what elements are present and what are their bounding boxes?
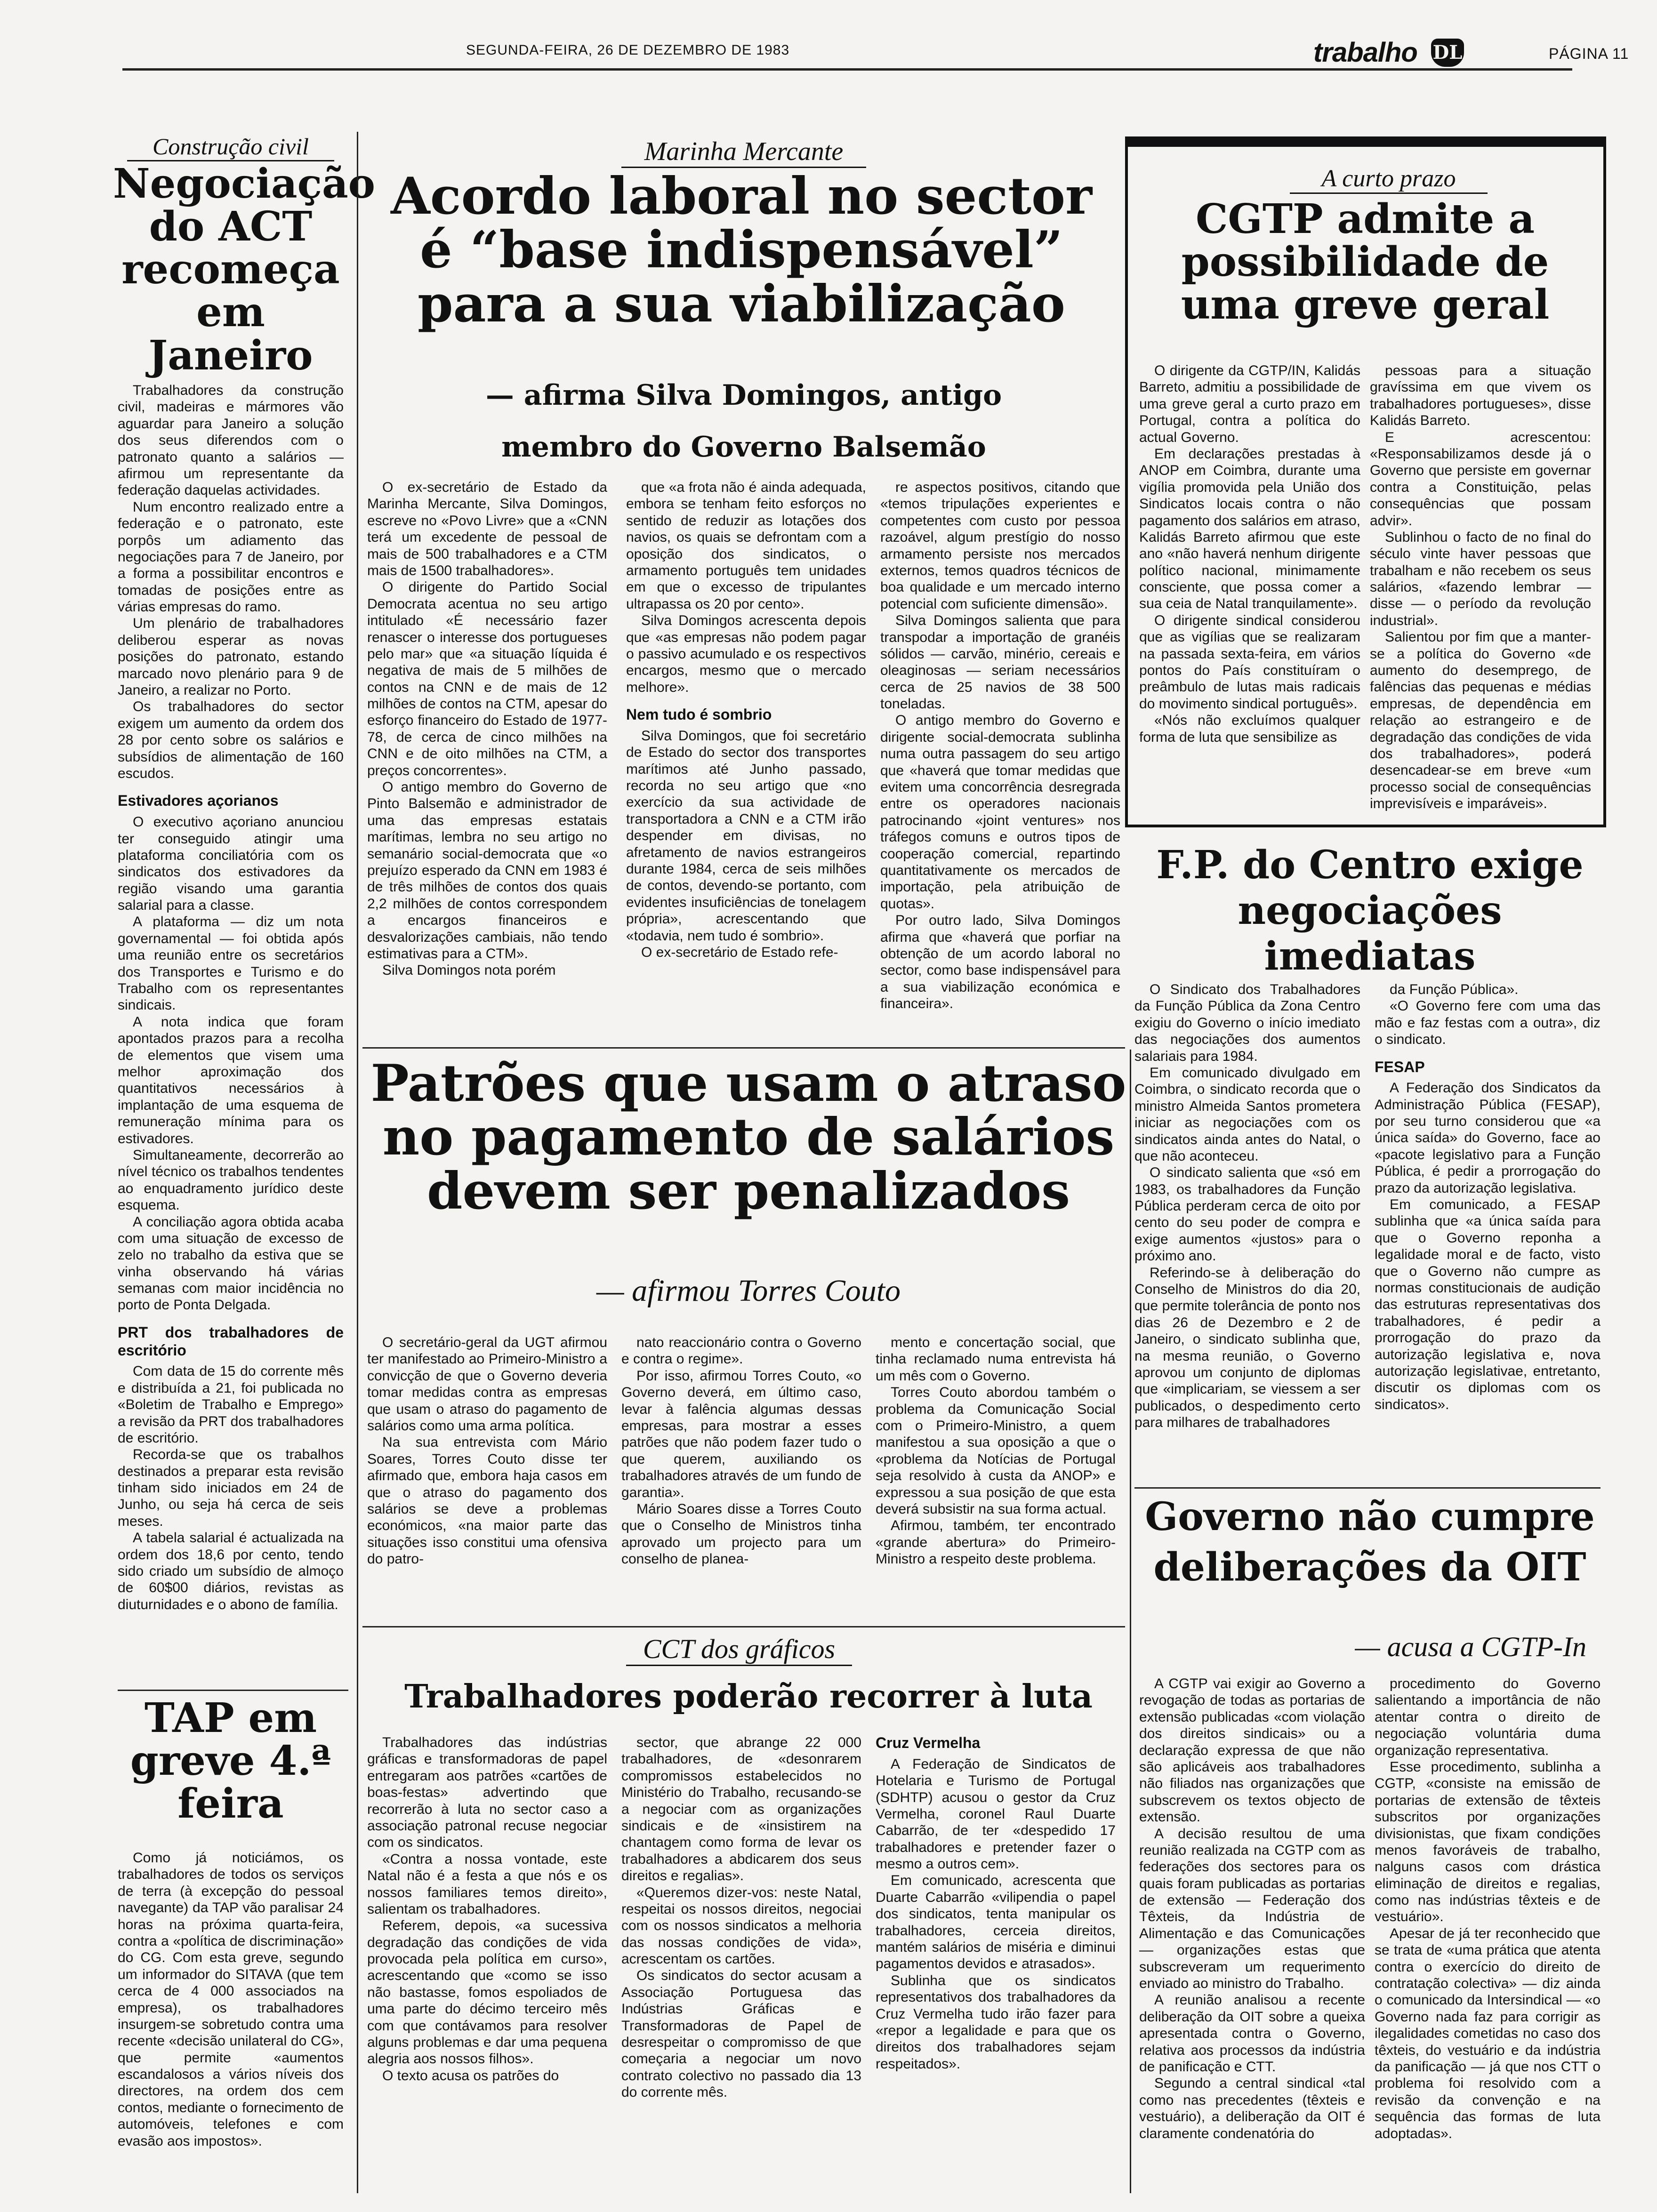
article-cgtp-col1 [1139,362,1360,802]
paragraph: Um plenário de trabalhadores deliberou esperar as novas posições do patronato, estando marcado novo plenário para 9 de Janeiro, a realizar no Porto. [118,616,344,698]
paragraph: Com data de 15 do corrente mês e distribuída a 21, foi publicada no «Boletim de Trabalho e Emprego» a revisão da PRT dos trabalhadores de escritório. [118,1363,344,1446]
divider [362,1626,1125,1627]
paragraph: O executivo açoriano anunciou ter conseguido atingir uma plataforma conciliatória com os sindicatos dos estivadores da região visando uma garantia salarial para a classe. [118,814,344,914]
paragraph: Sublinha que os sindicatos representativos dos trabalhadores da Cruz Vermelha tudo irão fazer para «repor a legalidade e para que os direitos dos trabalhadores sejam respeitados». [876,1972,1116,2072]
paragraph: Em comunicado, acrescenta que Duarte Cabarrão «vilipendia o papel dos sindicatos, tenta manipular os trabalhadores, cerceia direitos, mantém salários de miséria e diminui pagamentos devidos e atrasados». [876,1873,1116,1972]
subheading-nem-tudo: Nem tudo é sombrio [626,706,772,723]
article-marinha-col2 [626,479,866,1030]
paragraph: O ex-secretário de Estado da Marinha Mercante, Silva Domingos, escreve no «Povo Livre» que a «CNN terá um excedente de pessoal de mais de 500 trabalhadores e a CTM mais de 1500 trabalhadores». [367,480,607,578]
paragraph: A Federação dos Sindicatos da Administração Pública (FESAP), por seu turno considerou que «a única saída» do Governo, face ao «pacote legislativo para a Função Pública, é pedir a prorrogação do prazo da autorização legislativa. [1375,1080,1601,1196]
headline-marinha: Acordo laboral no sector é “base indispensável” para a sua viabilização [391,167,1092,334]
headline-act: Negociação do ACT recomeça em Janeiro [113,160,376,379]
rubric-cgtp: A curto prazo [1290,165,1488,194]
paragraph: Referindo-se à deliberação do Conselho de Ministros do dia 20, que permite tolerância de ponto nos dias 26 de Dezembro e 2 de Janeiro, o sindicato sublinha que, na mesma reunião, o Governo aprovou um conjunto de diplomas que «implicariam, se viessem a ser publicados, o despedimento certo para milhares de trabalhadores [1134,1265,1360,1431]
paragraph: Por outro lado, Silva Domingos afirma que «haverá que porfiar na obtenção de um acordo laboral no sector, como base indispensável para a sua viabilização económica e financeira». [880,913,1120,1012]
paragraph: sector, que abrange 22 000 trabalhadores, de «desonrarem compromissos estabelecidos no Ministério do Trabalho, recusando-se a negociar com as organizações sindicais e de «insistirem na chantagem como forma de levar os trabalhadores a abdicarem dos seus direitos e regalias». [621,1735,861,1884]
header-rule [122,68,1572,71]
page-number: PÁGINA 11 [1549,45,1629,62]
article-fp-col2 [1375,981,1601,1480]
paragraph: que «a frota não é ainda adequada, embora se tenham feito esforços no sentido de reduzir as lotações dos navios, os quais se defrontam com a oposição dos sindicatos, o armamento português tem unidades em que o excesso de tripulantes ultrapassa os 20 por cento». [626,480,866,612]
paragraph: «O Governo fere com uma das mão e faz festas com a outra», diz o sindicato. [1375,998,1601,1048]
paragraph: Silva Domingos acrescenta depois que «as empresas não podem pagar o passivo acumulado e os respectivos encargos, mesmo que o mercado melhore». [626,613,866,695]
paragraph: A reunião analisou a recente deliberação da OIT sobre a queixa apresentada contra o Governo, relativa aos processos da indústria de panificação e CTT. [1139,1992,1365,2075]
paragraph: A conciliação agora obtida acaba com uma situação de excesso de zelo no trabalho da estiva que se vinha observando há várias semanas com maior incidência no porto de Ponta Delgada. [118,1214,344,1313]
article-graficos-col2 [621,1734,861,2196]
article-oit-col1 [1139,1675,1365,2193]
paragraph: Segundo a central sindical «tal como nas precedentes (têxteis e vestuário), a deliberação da OIT é claramente condenatória do [1139,2076,1365,2141]
article-graficos-col3 [876,1734,1116,2196]
article-tap-body [118,1850,344,2188]
headline-oit: Governo não cumpre deliberações da OIT [1145,1494,1595,1590]
rubric-construcao: Construção civil [127,133,334,161]
paragraph: Apesar de já ter reconhecido que se trata de «uma prática que atenta contra o exercício do direito de contratação colectiva» — diz ainda o comunicado da Intersindical — «o Governo nada faz para corrigir as ilegalidades cometidas no caso dos têxteis, do vestuário e da indústria da panificação — já que nos CTT o problema foi resolvido com a revisão da convenção e na sequência das formas de luta adoptadas». [1375,1925,1601,2141]
paragraph: Os sindicatos do sector acusam a Associação Portuguesa das Indústrias Gráficas e Transformadoras de Papel de desrespeitar o compromisso de que começaria a negociar um novo contrato colectivo no passado dia 13 do corrente mês. [621,1968,861,2100]
paragraph: Como já noticiámos, os trabalhadores de todos os serviços de terra (à excepção do pessoal navegante) da TAP vão paralisar 24 horas na próxima quarta-feira, contra a «política de discriminação» do CG. Com esta greve, segundo um informador do SITAVA (que tem cerca de 4 000 associados na empresa), os trabalhadores insurgem-se sobretudo contra uma recente «decisão unilateral do CG», que permite «aumentos escandalosos a vários níveis dos directores, na ordem dos cem contos, mediante o fornecimento de automóveis, telefones e com evasão aos impostos». [118,1850,344,2149]
paragraph: «Nós não excluímos qualquer forma de luta que sensibilize as [1139,713,1360,745]
paragraph: E acrescentou: «Responsabilizamos desde já o Governo que persiste em governar contra a Constituição, pelas consequências que possam advir». [1370,429,1591,529]
paragraph: A CGTP vai exigir ao Governo a revogação de todas as portarias de extensão publicadas «com violação dos direitos sindicais» ou a declaração expressa de que não são aplicáveis aos trabalhadores não filiados nas organizações que subscrevem os textos objecto de extensão. [1139,1676,1365,1825]
article-cgtp-col2 [1370,362,1591,812]
paragraph: Trabalhadores da construção civil, madeiras e mármores vão aguardar para Janeiro a solução dos seus diferendos com o patronato quanto a salários — afirmou um representante da federação daquelas actividades. [118,383,344,498]
headline-patroes: Patrões que usam o atraso no pagamento de salários devem ser penalizados [370,1054,1126,1221]
divider [1134,1487,1601,1489]
article-patroes-col2 [621,1334,861,1626]
newspaper-logo-icon: DL [1431,39,1464,67]
paragraph: O secretário-geral da UGT afirmou ter manifestado ao Primeiro-Ministro a convicção de que o Governo deveria tomar medidas contra as empresas que usam o atraso do pagamento de salários como uma arma política. [367,1335,607,1434]
paragraph: Esse procedimento, sublinha a CGTP, «consiste na emissão de portarias de extensão de têxteis subscritos por organizações divisionistas, que fixam condições menos favoráveis de trabalho, nalguns casos com drástica eliminação de direitos e regalias, como nas indústrias têxteis e de vestuário». [1375,1759,1601,1925]
paragraph: Em comunicado, a FESAP sublinha que «a única saída para que o Governo reponha a legalidade moral e de facto, visto que o Governo não cumpre as normas constitucionais de audição das estruturas representativas dos trabalhadores, é pedir a prorrogação do prazo da autorização legislativa e, nova autorização legislativae, entretanto, discutir os diplomas com os sindicatos». [1375,1197,1601,1412]
paragraph: «Queremos dizer-vos: neste Natal, respeitai os nossos direitos, negociai com os nossos sindicatos a melhoria das nossas condições de vida», acrescentam os cartões. [621,1884,861,1967]
headline-fp: F.P. do Centro exige negociações imediatas [1156,842,1584,979]
paragraph: Os trabalhadores do sector exigem um aumento da ordem dos 28 por cento sobre os salários e subsídios de alimentação de 160 escudos. [118,699,344,781]
paragraph: Trabalhadores das indústrias gráficas e transformadoras de papel entregaram aos patrões «cartões de boas-festas» advertindo que recorrerão à luta no sector caso a associação patronal recuse negociar com os sindicatos. [367,1735,607,1851]
paragraph: pessoas para a situação gravíssima em que vivem os trabalhadores portugueses», disse Kalidás Barreto. [1370,363,1591,429]
subheading-estivadores: Estivadores açorianos [118,792,279,809]
paragraph: O sindicato salienta que «só em 1983, os trabalhadores da Função Pública perderam cerca de oito por cento do seu poder de compra e exige aumentos «justos» para o próximo ano. [1134,1165,1360,1264]
article-graficos-col1 [367,1734,607,2196]
paragraph: O dirigente da CGTP/IN, Kalidás Barreto, admitiu a possibilidade de uma greve geral a curto prazo em Portugal, contra a política do actual Governo. [1139,363,1360,445]
paragraph: A plataforma — diz um nota governamental — foi obtida após uma reunião entre os secretários dos Transportes e Turismo e do Trabalho com os representantes sindicais. [118,914,344,1013]
paragraph: nato reaccionário contra o Governo e contra o regime». [621,1335,861,1367]
paragraph: procedimento do Governo salientando a importância de não atentar contra o direito de negociação voluntária duma organização representativa. [1375,1676,1601,1758]
paragraph: Na sua entrevista com Mário Soares, Torres Couto disse ter afirmado que, embora haja casos em que o atraso do pagamento dos salários se deve a problemas económicos, «na maior parte das situações isso constitui uma ofensiva do patro- [367,1435,607,1567]
subheading-fesap: FESAP [1375,1058,1425,1075]
article-act-paragraphs [118,382,344,782]
paragraph: Torres Couto abordou também o problema da Comunicação Social com o Primeiro-Ministro, a quem manifestou a sua oposição a que o «problema da Notícias de Portugal seja resolvido à custa da ANOP» e expressou a sua posição de que esta deverá subsistir na sua forma actual. [876,1385,1116,1517]
paragraph: O dirigente sindical considerou que as vigílias que se realizaram na passada sexta-feira, em vários pontos do País constituíram o preâmbulo de lutas mais radicais do movimento sindical português». [1139,612,1360,712]
headline-cgtp: CGTP admite a possibilidade de uma greve geral [1181,195,1550,329]
column-divider [1130,1050,1131,2193]
paragraph: Referem, depois, «a sucessiva degradação das condições de vida provocada pela política em curso», acrescentando que «como se isso não bastasse, fomos espoliados de uma parte do décimo terceiro mês com que contávamos para resolver alguns problemas e dar uma pequena alegria aos nossos filhos». [367,1918,607,2067]
article-oit-col2 [1375,1675,1601,2193]
paragraph: A tabela salarial é actualizada na ordem dos 18,6 por cento, tendo sido criado um subsídio de almoço de 60$00 diários, revistas as diuturnidades e o abono de família. [118,1530,344,1612]
paragraph: O ex-secretário de Estado refe- [641,944,838,960]
article-fp-col1 [1134,981,1360,1480]
header-date: SEGUNDA-FEIRA, 26 DE DEZEMBRO DE 1983 [466,42,790,58]
article-marinha-col1 [367,479,607,1030]
headline-tap: TAP em greve 4.ª feira [130,1694,331,1828]
subheadline-marinha-1: — afirma Silva Domingos, antigo [485,379,1002,412]
paragraph: O antigo membro do Governo de Pinto Balsemão e administrador de uma das empresas estatais marítimas, lembra no seu artigo no semanário social-democrata que «o prejuízo esperado da CNN em 1983 é de três milhões de contos dos quais 2,2 milhões de contos correspondem a encargos financeiros e desvalorizações cambiais, não tendo estimativas para a CTM». [367,779,607,962]
subheadline-marinha-2: membro do Governo Balsemão [501,431,986,464]
rubric-marinha: Marinha Mercante [621,136,866,168]
paragraph: re aspectos positivos, citando que «temos tripulações experientes e competentes com custo por pessoa razoável, algum prestígio do nosso armamento persiste nos mercados externos, temos quadros técnicos de boa qualidade e um mercado interno potencial com suficiente dimensão». [880,480,1120,612]
article-patroes-col3 [876,1334,1116,1626]
paragraph: Salientou por fim que a manter-se a política do Governo «de aumento do desemprego, de falências das pequenas e médias empresas, de dependência em relação ao estrangeiro e de degradação das condições de vida dos trabalhadores», poderá desencadear-se em breve «um processo social de consequências imprevisíveis e imparáveis». [1370,629,1591,812]
paragraph: Num encontro realizado entre a federação e o patronato, este porpôs um adiamento das negociações para 7 de Janeiro, por a forma a possibilitar encontros e tomadas de posições entre as várias empresas do ramo. [118,499,344,615]
paragraph: da Função Pública». [1390,982,1519,997]
newspaper-brand: trabalho [1313,37,1417,68]
subheadline-oit: — acusa a CGTP-In [1355,1631,1586,1662]
paragraph: Em comunicado divulgado em Coimbra, o sindicato recorda que o ministro Almeida Santos prometera iniciar as negociações com os sindicatos ainda antes do Natal, o que não aconteceu. [1134,1065,1360,1164]
paragraph: Em declarações prestadas à ANOP em Coimbra, durante uma vigília promovida pela União dos Sindicatos locais contra o não pagamento dos salários em atraso, Kalidás Barreto afirmou que este ano «não haverá nenhum dirigente político nacional, minimamente consciente, que possa comer a sua ceia de Natal tranquilamente». [1139,446,1360,612]
paragraph: Silva Domingos, que foi secretário de Estado do sector dos transportes marítimos até Junho passado, recorda no seu artigo que «no exercício da sua actividade de transportadora a CNN e a CTM irão despender em divisas, no afretamento de navios estrangeiros durante 1984, cerca de seis milhões de contos, devendo-se portanto, com evidentes insuficiências de tonelagem própria», acrescentando que «todavia, nem tudo é sombrio». [626,728,866,944]
subheading-prt: PRT dos trabalhadores de escritório [118,1323,344,1359]
divider [118,1690,348,1691]
paragraph: O Sindicato dos Trabalhadores da Função Pública da Zona Centro exigiu do Governo o início imediato das negociações dos aumentos salariais para 1984. [1134,982,1360,1064]
paragraph: «Contra a nossa vontade, este Natal não é a festa a que nós e os nossos familiares temos direito», salientam os trabalhadores. [367,1851,607,1917]
paragraph: A decisão resultou de uma reunião realizada na CGTP com as federações dos sectores para os quais foram publicadas as portarias de extensão — Federação dos Têxteis, da Indústria de Alimentação e das Comunicações — organizações estas que subscreveram um requerimento enviado ao ministro do Trabalho. [1139,1826,1365,1992]
subheadline-patroes: — afirmou Torres Couto [596,1274,901,1308]
rubric-graficos: CCT dos gráficos [626,1633,852,1666]
column-divider [357,132,358,2193]
paragraph: Simultaneamente, decorrerão ao nível técnico os trabalhos tendentes ao enquadramento jurídico deste esquema. [118,1147,344,1213]
paragraph: Sublinhou o facto de no final do século vinte haver pessoas que trabalham e não recebem os seus salários, «fazendo lembrar — disse — o período da revolução industrial». [1370,529,1591,628]
paragraph: mento e concertação social, que tinha reclamado numa entrevista há um mês com o Governo. [876,1335,1116,1384]
paragraph: A Federação de Sindicatos de Hotelaria e Turismo de Portugal (SDHTP) acusou o gestor da Cruz Vermelha, coronel Raul Duarte Cabarrão, de ter «despedido 17 trabalhadores e pretender fazer o mesmo a outros cem». [876,1756,1116,1872]
paragraph: Recorda-se que os trabalhos destinados a preparar esta revisão tinham sido iniciados em 24 de Junho, ou seja há cerca de seis meses. [118,1447,344,1529]
article-patroes-col1 [367,1334,607,1626]
paragraph: Silva Domingos nota porém [382,962,556,978]
subheading-cruz-vermelha: Cruz Vermelha [876,1734,981,1751]
paragraph: O antigo membro do Governo e dirigente social-democrata sublinha numa outra passagem do seu artigo que «haverá que tomar medidas que evitem uma concorrência desregrada entre os operadores nacionais patrocinando «joint ventures» nos tráfegos comuns e outros tipos de cooperação comercial, repartindo quantitativamente os mercados de importação, pela atribuição de quotas». [880,713,1120,912]
paragraph: A nota indica que foram apontados prazos para a recolha de elementos que visem uma melhor aproximação dos quantitativos necessários à implantação de uma esquema de remuneração mínima para os estivadores. [118,1014,344,1146]
paragraph: O texto acusa os patrões do [382,2068,559,2084]
paragraph: Por isso, afirmou Torres Couto, «o Governo deverá, em último caso, levar à falência algumas dessas empresas, para mostrar a esses patrões que não podem fazer tudo o que querem, auxiliando os trabalhadores através de um fundo de garantia». [621,1368,861,1500]
article-act-body [118,382,344,1700]
headline-graficos: Trabalhadores poderão recorrer à luta [404,1678,1093,1715]
divider [362,1047,1125,1049]
paragraph: Silva Domingos salienta que para transpodar a importação de granéis sólidos — carvão, minério, cereais e oleaginosas — seriam necessários cerca de 25 navios de 38 500 toneladas. [880,613,1120,712]
article-marinha-col3 [880,479,1120,1030]
paragraph: O dirigente do Partido Social Democrata acentua no seu artigo intitulado «É necessário fazer renascer o interesse dos portugueses pelo mar» que «a situação líquida é negativa de mais de 5 milhões de contos na CNN e de mais de 12 milhões de contos na CTM, apesar do esforço financeiro do Estado de 1977-78, de cerca de cinco milhões na CNN e de oito milhões na CTM, a preços concorrentes». [367,579,607,778]
paragraph: Afirmou, também, ter encontrado «grande abertura» do Primeiro-Ministro a respeito deste problema. [876,1518,1116,1567]
paragraph: Mário Soares disse a Torres Couto que o Conselho de Ministros tinha aprovado um projecto para um conselho de planea- [621,1501,861,1567]
